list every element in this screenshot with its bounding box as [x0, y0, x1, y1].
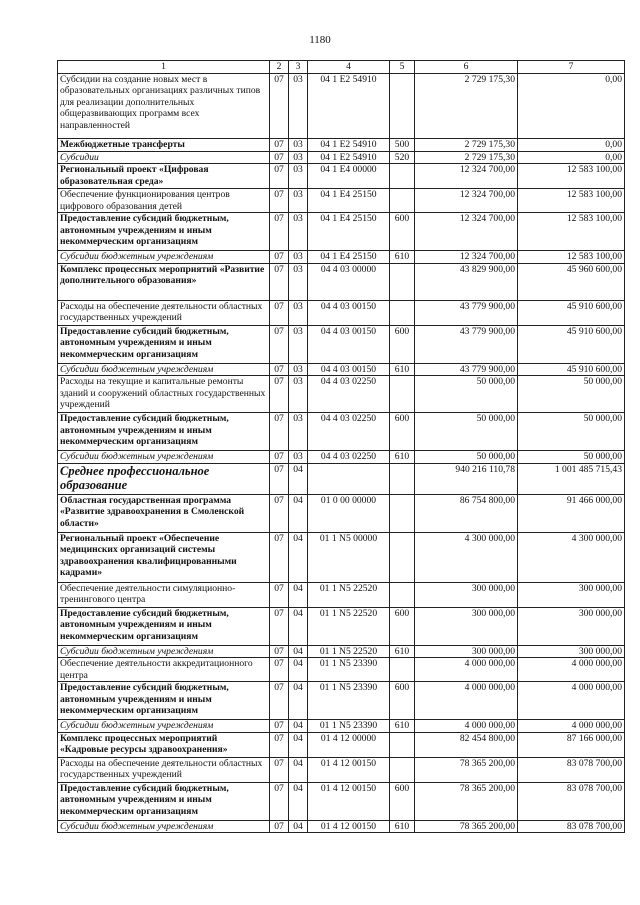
row-subsection-cell: 03	[289, 263, 308, 300]
row-amount-year2-cell: 45 910 600,00	[518, 363, 625, 376]
row-target-item-cell: 01 4 12 00150	[308, 782, 390, 820]
row-amount-year2-cell: 0,00	[518, 151, 625, 164]
row-target-item-cell: 01 0 00 00000	[308, 494, 390, 532]
row-expense-type-cell	[390, 582, 415, 607]
row-expense-type-cell: 610	[390, 820, 415, 833]
row-amount-year1-cell: 300 000,00	[415, 645, 518, 658]
table-row	[58, 463, 625, 494]
row-subsection-cell: 03	[289, 213, 308, 251]
row-section-cell: 07	[270, 732, 289, 757]
table-row	[58, 820, 625, 833]
page-number: 1180	[309, 34, 331, 46]
row-name-cell: Обеспечение деятельности аккредитационного центра	[58, 658, 270, 682]
row-expense-type-cell	[390, 300, 415, 325]
table-row	[58, 757, 625, 782]
row-amount-year2-cell: 83 078 700,00	[518, 782, 625, 820]
row-name-cell: Комплекс процессных мероприятий «Развитие дополнительного образования»	[58, 263, 270, 300]
row-section-cell: 07	[270, 189, 289, 213]
table-row	[58, 363, 625, 376]
row-amount-year2-cell: 4 000 000,00	[518, 720, 625, 733]
row-target-item-cell: 01 1 N5 23390	[308, 720, 390, 733]
row-name-cell: Субсидии	[58, 151, 270, 164]
row-expense-type-cell	[390, 658, 415, 682]
row-name-cell: Предоставление субсидий бюджетным, автономным учреждениям и иным некоммерческим организациям	[58, 213, 270, 251]
row-subsection-cell: 03	[289, 363, 308, 376]
row-subsection-cell: 03	[289, 451, 308, 464]
row-name-cell: Региональный проект «Цифровая образовательная среда»	[58, 164, 270, 189]
row-name-cell: Предоставление субсидий бюджетным, автономным учреждениям и иным некоммерческим организациям	[58, 413, 270, 451]
row-amount-year2-cell: 12 583 100,00	[518, 251, 625, 264]
row-amount-year1-cell: 12 324 700,00	[415, 164, 518, 189]
row-target-item-cell: 01 1 N5 22520	[308, 645, 390, 658]
row-target-item-cell: 04 4 03 00000	[308, 263, 390, 300]
row-subsection-cell: 03	[289, 164, 308, 189]
row-amount-year2-cell: 87 166 000,00	[518, 732, 625, 757]
row-section-cell: 07	[270, 263, 289, 300]
row-name-cell: Расходы на текущие и капитальные ремонты зданий и сооружений областных государственных учреждений	[58, 376, 270, 413]
table-row	[58, 376, 625, 413]
row-amount-year2-cell: 12 583 100,00	[518, 213, 625, 251]
column-header-amount-year1: 6	[415, 61, 518, 74]
row-amount-year1-cell: 50 000,00	[415, 413, 518, 451]
row-name-cell: Областная государственная программа «Развитие здравоохранения в Смоленской области»	[58, 494, 270, 532]
row-target-item-cell: 04 1 E2 54910	[308, 138, 390, 151]
row-amount-year1-cell: 78 365 200,00	[415, 820, 518, 833]
row-expense-type-cell	[390, 732, 415, 757]
row-amount-year2-cell: 45 910 600,00	[518, 325, 625, 363]
row-amount-year1-cell: 2 729 175,30	[415, 138, 518, 151]
row-subsection-cell: 03	[289, 413, 308, 451]
row-target-item-cell: 01 1 N5 22520	[308, 607, 390, 645]
row-target-item-cell: 04 4 03 02250	[308, 451, 390, 464]
row-target-item-cell: 04 1 E4 25150	[308, 213, 390, 251]
row-amount-year1-cell: 940 216 110,78	[415, 463, 518, 494]
table-row	[58, 658, 625, 682]
row-name-cell: Региональный проект «Обеспечение медицинских организаций системы здравоохранения квалифицированными кадрами»	[58, 532, 270, 582]
row-expense-type-cell	[390, 164, 415, 189]
row-subsection-cell: 03	[289, 325, 308, 363]
row-target-item-cell: 04 4 03 00150	[308, 363, 390, 376]
row-expense-type-cell	[390, 189, 415, 213]
table-body	[58, 73, 625, 833]
row-amount-year1-cell: 300 000,00	[415, 607, 518, 645]
row-amount-year2-cell: 300 000,00	[518, 582, 625, 607]
row-amount-year1-cell: 12 324 700,00	[415, 213, 518, 251]
row-expense-type-cell	[390, 463, 415, 494]
row-expense-type-cell: 610	[390, 720, 415, 733]
row-target-item-cell: 04 1 E2 54910	[308, 73, 390, 138]
row-section-cell: 07	[270, 451, 289, 464]
row-subsection-cell: 04	[289, 658, 308, 682]
row-amount-year1-cell: 43 779 900,00	[415, 363, 518, 376]
row-section-cell: 07	[270, 413, 289, 451]
table-row	[58, 251, 625, 264]
row-expense-type-cell	[390, 263, 415, 300]
row-expense-type-cell: 600	[390, 607, 415, 645]
row-amount-year2-cell: 4 000 000,00	[518, 682, 625, 720]
table-row	[58, 494, 625, 532]
table-row	[58, 413, 625, 451]
row-name-cell: Предоставление субсидий бюджетным, автономным учреждениям и иным некоммерческим организациям	[58, 607, 270, 645]
row-section-cell: 07	[270, 300, 289, 325]
row-name-cell: Субсидии на создание новых мест в образовательных организациях различных типов для реализации дополнительных общеразвивающих программ всех направленностей	[58, 73, 270, 138]
row-section-cell: 07	[270, 325, 289, 363]
row-section-cell: 07	[270, 73, 289, 138]
row-subsection-cell: 03	[289, 376, 308, 413]
row-subsection-cell: 04	[289, 645, 308, 658]
column-header-expense-type: 5	[390, 61, 415, 74]
table-row	[58, 151, 625, 164]
row-amount-year1-cell: 300 000,00	[415, 582, 518, 607]
row-expense-type-cell: 600	[390, 325, 415, 363]
row-section-cell: 07	[270, 363, 289, 376]
row-target-item-cell: 04 4 03 00150	[308, 300, 390, 325]
row-subsection-cell: 03	[289, 251, 308, 264]
row-section-cell: 07	[270, 213, 289, 251]
row-name-cell: Предоставление субсидий бюджетным, автономным учреждениям и иным некоммерческим организациям	[58, 325, 270, 363]
row-expense-type-cell	[390, 532, 415, 582]
row-name-cell: Обеспечение функционирования центров цифрового образования детей	[58, 189, 270, 213]
row-target-item-cell	[308, 463, 390, 494]
row-target-item-cell: 04 4 03 02250	[308, 413, 390, 451]
row-name-cell: Комплекс процессных мероприятий «Кадровые ресурсы здравоохранения»	[58, 732, 270, 757]
table-row	[58, 213, 625, 251]
row-expense-type-cell: 610	[390, 363, 415, 376]
row-expense-type-cell: 600	[390, 682, 415, 720]
column-header-subsection: 3	[289, 61, 308, 74]
row-section-cell: 07	[270, 494, 289, 532]
row-name-cell: Субсидии бюджетным учреждениям	[58, 645, 270, 658]
row-amount-year2-cell: 300 000,00	[518, 607, 625, 645]
row-section-cell: 07	[270, 463, 289, 494]
row-amount-year2-cell: 4 000 000,00	[518, 658, 625, 682]
column-header-section: 2	[270, 61, 289, 74]
row-section-cell: 07	[270, 138, 289, 151]
row-name-cell: Предоставление субсидий бюджетным, автономным учреждениям и иным некоммерческим организациям	[58, 682, 270, 720]
row-amount-year2-cell: 300 000,00	[518, 645, 625, 658]
row-name-cell: Среднее профессиональное образование	[58, 463, 270, 494]
row-amount-year2-cell: 50 000,00	[518, 376, 625, 413]
budget-table	[57, 60, 625, 833]
row-amount-year1-cell: 50 000,00	[415, 451, 518, 464]
row-expense-type-cell	[390, 494, 415, 532]
row-subsection-cell: 04	[289, 582, 308, 607]
row-subsection-cell: 03	[289, 73, 308, 138]
row-target-item-cell: 04 1 E4 00000	[308, 164, 390, 189]
table-row	[58, 189, 625, 213]
row-amount-year2-cell: 12 583 100,00	[518, 164, 625, 189]
row-section-cell: 07	[270, 782, 289, 820]
row-amount-year1-cell: 4 000 000,00	[415, 720, 518, 733]
row-section-cell: 07	[270, 607, 289, 645]
row-section-cell: 07	[270, 151, 289, 164]
row-section-cell: 07	[270, 645, 289, 658]
row-subsection-cell: 03	[289, 300, 308, 325]
row-amount-year1-cell: 50 000,00	[415, 376, 518, 413]
row-amount-year1-cell: 82 454 800,00	[415, 732, 518, 757]
table-header-row	[58, 61, 625, 74]
row-amount-year1-cell: 43 779 900,00	[415, 300, 518, 325]
row-subsection-cell: 04	[289, 782, 308, 820]
row-expense-type-cell	[390, 376, 415, 413]
row-subsection-cell: 04	[289, 682, 308, 720]
row-amount-year1-cell: 12 324 700,00	[415, 251, 518, 264]
row-section-cell: 07	[270, 376, 289, 413]
row-expense-type-cell: 610	[390, 451, 415, 464]
row-name-cell: Субсидии бюджетным учреждениям	[58, 720, 270, 733]
row-amount-year1-cell: 78 365 200,00	[415, 782, 518, 820]
row-subsection-cell: 04	[289, 607, 308, 645]
row-subsection-cell: 04	[289, 757, 308, 782]
row-expense-type-cell: 600	[390, 413, 415, 451]
row-expense-type-cell: 500	[390, 138, 415, 151]
row-name-cell: Субсидии бюджетным учреждениям	[58, 251, 270, 264]
column-header-target-item: 4	[308, 61, 390, 74]
row-amount-year1-cell: 86 754 800,00	[415, 494, 518, 532]
row-amount-year1-cell: 4 300 000,00	[415, 532, 518, 582]
row-target-item-cell: 04 4 03 00150	[308, 325, 390, 363]
row-subsection-cell: 04	[289, 732, 308, 757]
row-name-cell: Субсидии бюджетным учреждениям	[58, 820, 270, 833]
row-section-cell: 07	[270, 251, 289, 264]
row-expense-type-cell: 600	[390, 213, 415, 251]
row-subsection-cell: 04	[289, 494, 308, 532]
row-subsection-cell: 03	[289, 151, 308, 164]
row-amount-year1-cell: 78 365 200,00	[415, 757, 518, 782]
table-row	[58, 325, 625, 363]
row-section-cell: 07	[270, 658, 289, 682]
row-subsection-cell: 04	[289, 820, 308, 833]
row-subsection-cell: 04	[289, 532, 308, 582]
row-target-item-cell: 01 4 12 00150	[308, 757, 390, 782]
row-expense-type-cell	[390, 757, 415, 782]
row-section-cell: 07	[270, 720, 289, 733]
row-expense-type-cell: 600	[390, 782, 415, 820]
row-target-item-cell: 01 1 N5 23390	[308, 658, 390, 682]
row-subsection-cell: 03	[289, 189, 308, 213]
row-name-cell: Субсидии бюджетным учреждениям	[58, 363, 270, 376]
row-section-cell: 07	[270, 532, 289, 582]
table-row	[58, 720, 625, 733]
table-row	[58, 582, 625, 607]
table-row	[58, 73, 625, 138]
table-row	[58, 263, 625, 300]
row-section-cell: 07	[270, 757, 289, 782]
row-expense-type-cell: 520	[390, 151, 415, 164]
table-row	[58, 138, 625, 151]
row-subsection-cell: 03	[289, 138, 308, 151]
column-header-name: 1	[58, 61, 270, 74]
row-amount-year2-cell: 45 910 600,00	[518, 300, 625, 325]
row-amount-year2-cell: 50 000,00	[518, 451, 625, 464]
row-expense-type-cell	[390, 73, 415, 138]
row-name-cell: Обеспечение деятельности симуляционно-тренингового центра	[58, 582, 270, 607]
row-section-cell: 07	[270, 682, 289, 720]
row-target-item-cell: 01 4 12 00000	[308, 732, 390, 757]
row-amount-year1-cell: 4 000 000,00	[415, 658, 518, 682]
table-row	[58, 451, 625, 464]
row-target-item-cell: 01 1 N5 00000	[308, 532, 390, 582]
row-name-cell: Субсидии бюджетным учреждениям	[58, 451, 270, 464]
table-row	[58, 532, 625, 582]
row-amount-year1-cell: 4 000 000,00	[415, 682, 518, 720]
row-subsection-cell: 04	[289, 463, 308, 494]
table-row	[58, 782, 625, 820]
row-name-cell: Предоставление субсидий бюджетным, автономным учреждениям и иным некоммерческим организациям	[58, 782, 270, 820]
row-subsection-cell: 04	[289, 720, 308, 733]
row-section-cell: 07	[270, 164, 289, 189]
row-amount-year2-cell: 50 000,00	[518, 413, 625, 451]
row-target-item-cell: 01 1 N5 22520	[308, 582, 390, 607]
row-target-item-cell: 01 1 N5 23390	[308, 682, 390, 720]
row-section-cell: 07	[270, 582, 289, 607]
row-expense-type-cell: 610	[390, 645, 415, 658]
column-header-amount-year2: 7	[518, 61, 625, 74]
row-amount-year2-cell: 12 583 100,00	[518, 189, 625, 213]
row-target-item-cell: 01 4 12 00150	[308, 820, 390, 833]
row-amount-year1-cell: 2 729 175,30	[415, 151, 518, 164]
row-name-cell: Расходы на обеспечение деятельности областных государственных учреждений	[58, 757, 270, 782]
row-amount-year2-cell: 91 466 000,00	[518, 494, 625, 532]
row-amount-year2-cell: 0,00	[518, 138, 625, 151]
row-amount-year2-cell: 45 960 600,00	[518, 263, 625, 300]
row-name-cell: Межбюджетные трансферты	[58, 138, 270, 151]
row-amount-year2-cell: 1 001 485 715,43	[518, 463, 625, 494]
row-amount-year1-cell: 2 729 175,30	[415, 73, 518, 138]
row-amount-year2-cell: 83 078 700,00	[518, 820, 625, 833]
row-target-item-cell: 04 1 E4 25150	[308, 189, 390, 213]
table-row	[58, 732, 625, 757]
table-row	[58, 300, 625, 325]
row-expense-type-cell: 610	[390, 251, 415, 264]
row-target-item-cell: 04 1 E2 54910	[308, 151, 390, 164]
row-amount-year1-cell: 12 324 700,00	[415, 189, 518, 213]
row-name-cell: Расходы на обеспечение деятельности областных государственных учреждений	[58, 300, 270, 325]
table-row	[58, 164, 625, 189]
table-row	[58, 645, 625, 658]
table-row	[58, 682, 625, 720]
row-target-item-cell: 04 4 03 02250	[308, 376, 390, 413]
row-amount-year2-cell: 0,00	[518, 73, 625, 138]
row-amount-year2-cell: 83 078 700,00	[518, 757, 625, 782]
row-section-cell: 07	[270, 820, 289, 833]
row-amount-year2-cell: 4 300 000,00	[518, 532, 625, 582]
row-target-item-cell: 04 1 E4 25150	[308, 251, 390, 264]
row-amount-year1-cell: 43 779 900,00	[415, 325, 518, 363]
row-amount-year1-cell: 43 829 900,00	[415, 263, 518, 300]
table-row	[58, 607, 625, 645]
